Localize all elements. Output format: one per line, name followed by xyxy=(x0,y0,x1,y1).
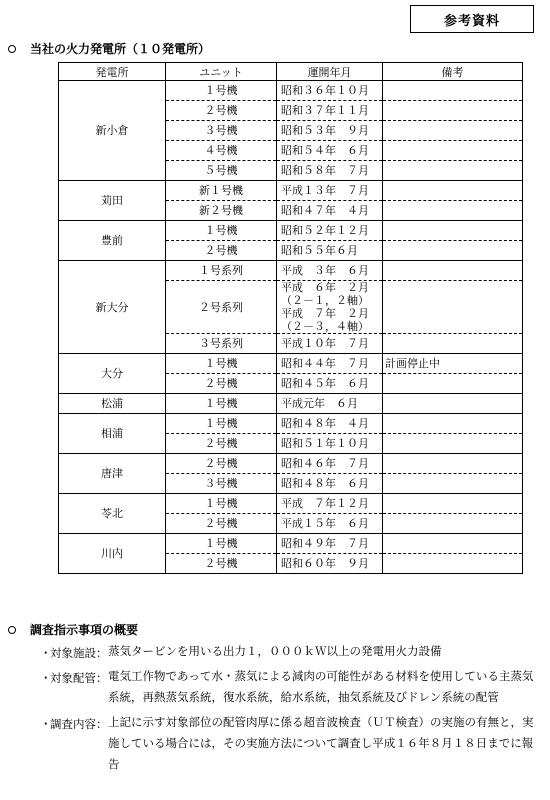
plant-name-cell: 相浦 xyxy=(59,414,166,454)
table-header-row xyxy=(59,63,523,81)
table-row xyxy=(59,181,523,201)
date-cell: 昭和５３年 ９月 xyxy=(277,121,383,141)
unit-cell: ２号機 xyxy=(166,434,277,454)
unit-cell: ２号機 xyxy=(166,374,277,394)
note-cell xyxy=(383,121,523,141)
unit-cell: ２号機 xyxy=(166,514,277,534)
note-cell xyxy=(383,161,523,181)
unit-cell: 新２号機 xyxy=(166,201,277,221)
date-cell: 平成元年 ６月 xyxy=(277,394,383,414)
item-bullet: ・ xyxy=(40,646,52,660)
date-cell: 昭和５５年６月 xyxy=(277,241,383,261)
unit-cell: ５号機 xyxy=(166,161,277,181)
circle-bullet-icon xyxy=(8,626,16,634)
list-item xyxy=(40,670,540,708)
reference-label: 参考資料 xyxy=(443,13,500,29)
power-plant-table xyxy=(58,62,523,574)
plant-name-cell: 新大分 xyxy=(59,261,166,354)
reference-label-box xyxy=(410,5,534,33)
unit-cell: １号機 xyxy=(166,534,277,554)
note-cell xyxy=(383,334,523,354)
plant-name-cell: 苅田 xyxy=(59,181,166,221)
header-unit: ユニット xyxy=(166,63,277,81)
plant-name-cell: 松浦 xyxy=(59,394,166,414)
table-row xyxy=(59,261,523,281)
unit-cell: ３号系列 xyxy=(166,334,277,354)
section-title-summary xyxy=(8,621,138,638)
item-text: 蒸気タービンを用いる出力１，０００ｋＷ以上の発電用火力設備 xyxy=(108,644,442,658)
note-cell xyxy=(383,181,523,201)
date-cell: 昭和４６年 ７月 xyxy=(277,454,383,474)
note-cell xyxy=(383,201,523,221)
note-cell xyxy=(383,534,523,554)
date-cell: 昭和４７年 ４月 xyxy=(277,201,383,221)
note-cell xyxy=(383,374,523,394)
note-cell xyxy=(383,494,523,514)
date-cell: 昭和５２年１２月 xyxy=(277,221,383,241)
plant-name-cell: 新小倉 xyxy=(59,81,166,181)
unit-cell: １号機 xyxy=(166,354,277,374)
header-date: 運開年月 xyxy=(277,63,383,81)
item-label: 対象配管： xyxy=(50,671,108,685)
note-cell: 計画停止中 xyxy=(383,354,523,374)
date-cell: 昭和３６年１０月 xyxy=(277,81,383,101)
unit-cell: ２号系列 xyxy=(166,281,277,334)
unit-cell: １号機 xyxy=(166,81,277,101)
item-label: 対象施設： xyxy=(50,646,108,660)
item-bullet: ・ xyxy=(40,671,52,685)
note-cell xyxy=(383,454,523,474)
note-cell xyxy=(383,81,523,101)
item-text: 上記に示す対象部位の配管肉厚に係る超音波検査（ＵＴ検査）の実施の有無と，実施している場合には，その実施方法について調査し平成１６年８月１８日までに報告 xyxy=(108,715,534,771)
table-row xyxy=(59,221,523,241)
date-cell: 平成１３年 ７月 xyxy=(277,181,383,201)
list-item xyxy=(40,716,540,775)
plant-name-cell: 唐津 xyxy=(59,454,166,494)
table-row xyxy=(59,534,523,554)
unit-cell: ２号機 xyxy=(166,101,277,121)
list-item xyxy=(40,645,540,662)
item-text: 電気工作物であって水・蒸気による減肉の可能性がある材料を使用している主蒸気系統，再熱蒸気系統，復水系統，給水系統，抽気系統及びドレン系統の配管 xyxy=(108,669,534,704)
unit-cell: １号機 xyxy=(166,394,277,414)
note-cell xyxy=(383,554,523,574)
date-cell: 昭和３７年１１月 xyxy=(277,101,383,121)
date-cell: 平成 ３年 ６月 xyxy=(277,261,383,281)
unit-cell: ３号機 xyxy=(166,474,277,494)
date-cell: 昭和４８年 ６月 xyxy=(277,474,383,494)
note-cell xyxy=(383,394,523,414)
item-bullet: ・ xyxy=(40,717,52,731)
date-cell: 昭和６０年 ９月 xyxy=(277,554,383,574)
table-row xyxy=(59,81,523,101)
date-cell: 昭和５８年 ７月 xyxy=(277,161,383,181)
table-row xyxy=(59,414,523,434)
table-row xyxy=(59,354,523,374)
plant-name-cell: 苓北 xyxy=(59,494,166,534)
date-cell: 昭和５１年１０月 xyxy=(277,434,383,454)
plant-name-cell: 川内 xyxy=(59,534,166,574)
date-cell: 平成１５年 ６月 xyxy=(277,514,383,534)
date-cell: 平成 ６年 ２月 （２－１，２軸） 平成 ７年 ２月 （２－３，４軸） xyxy=(277,281,383,334)
unit-cell: １号機 xyxy=(166,221,277,241)
table-body xyxy=(59,81,523,574)
unit-cell: ２号機 xyxy=(166,241,277,261)
summary-list xyxy=(40,645,540,783)
note-cell xyxy=(383,221,523,241)
date-cell: 平成１０年 ７月 xyxy=(277,334,383,354)
note-cell xyxy=(383,514,523,534)
date-cell: 昭和４８年 ４月 xyxy=(277,414,383,434)
unit-cell: ４号機 xyxy=(166,141,277,161)
note-cell xyxy=(383,141,523,161)
date-cell: 昭和４５年 ６月 xyxy=(277,374,383,394)
unit-cell: １号機 xyxy=(166,414,277,434)
date-cell: 昭和４９年 ７月 xyxy=(277,534,383,554)
item-label: 調査内容： xyxy=(50,717,108,731)
date-cell: 昭和４４年 ７月 xyxy=(277,354,383,374)
unit-cell: １号機 xyxy=(166,494,277,514)
circle-bullet-icon xyxy=(8,45,16,53)
section-title-plants xyxy=(8,40,210,57)
date-cell: 昭和５４年 ６月 xyxy=(277,141,383,161)
note-cell xyxy=(383,281,523,334)
unit-cell: ３号機 xyxy=(166,121,277,141)
table-row xyxy=(59,394,523,414)
table-row xyxy=(59,454,523,474)
note-cell xyxy=(383,101,523,121)
section-title-text: 当社の火力発電所（１０発電所） xyxy=(30,42,211,56)
note-cell xyxy=(383,241,523,261)
table-row xyxy=(59,494,523,514)
note-cell xyxy=(383,414,523,434)
unit-cell: ２号機 xyxy=(166,454,277,474)
plant-name-cell: 大分 xyxy=(59,354,166,394)
note-cell xyxy=(383,434,523,454)
unit-cell: １号系列 xyxy=(166,261,277,281)
note-cell xyxy=(383,474,523,494)
unit-cell: 新１号機 xyxy=(166,181,277,201)
header-note: 備考 xyxy=(383,63,523,81)
note-cell xyxy=(383,261,523,281)
date-cell: 平成 ７年１２月 xyxy=(277,494,383,514)
unit-cell: ２号機 xyxy=(166,554,277,574)
header-plant: 発電所 xyxy=(59,63,166,81)
section-title-text: 調査指示事項の概要 xyxy=(30,623,139,637)
plant-name-cell: 豊前 xyxy=(59,221,166,261)
